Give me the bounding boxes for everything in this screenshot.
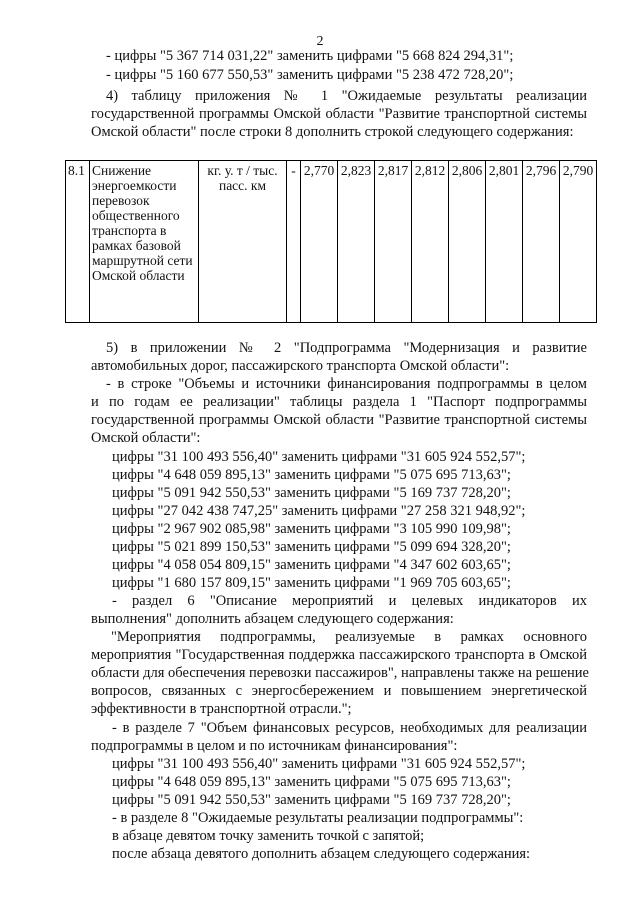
paragraph-5-line: государственной программы Омской области "Развитие транспортной системы <box>91 412 587 428</box>
figures-line: цифры "4 648 059 895,13" заменить цифрами "5 075 695 713,63"; <box>112 467 511 483</box>
figures-line: цифры "31 100 493 556,40" заменить цифрами "31 605 924 552,57"; <box>112 449 526 465</box>
quote-line: "Мероприятия подпрограммы, реализуемые в рамках основного <box>111 629 587 645</box>
section-6-line: выполнения" дополнить абзацем следующего содержания: <box>91 611 454 627</box>
figures-line: цифры "4 058 054 809,15" заменить цифрами "4 347 602 603,65"; <box>112 557 511 573</box>
paragraph-5-line: и по годам ее реализации" таблицы раздела 1 "Паспорт подпрограммы <box>91 394 587 410</box>
figures-line: цифры "27 042 438 747,25" заменить цифрами "27 258 321 948,92"; <box>112 503 526 519</box>
figures-line: цифры "2 967 902 085,98" заменить цифрами "3 105 990 109,98"; <box>112 521 511 537</box>
figures-line: цифры "5 091 942 550,53" заменить цифрами "5 169 737 728,20"; <box>112 485 511 501</box>
paragraph-5-line: - в строке "Объемы и источники финансирования подпрограммы в целом <box>106 376 587 392</box>
replace-line: - цифры "5 160 677 550,53" заменить цифрами "5 238 472 728,20"; <box>106 67 514 83</box>
indicator-table <box>65 160 597 323</box>
figures-line: цифры "5 091 942 550,53" заменить цифрами "5 169 737 728,20"; <box>112 792 511 808</box>
section-8-line: в абзаце девятом точку заменить точкой с запятой; <box>112 828 425 844</box>
paragraph-5-line: 5) в приложении № 2 "Подпрограмма "Модернизация и развитие <box>106 340 587 356</box>
figures-line: цифры "4 648 059 895,13" заменить цифрами "5 075 695 713,63"; <box>112 774 511 790</box>
figures-line: цифры "5 021 899 150,53" заменить цифрами "5 099 694 328,20"; <box>112 539 511 555</box>
paragraph-4-line: государственной программы Омской области "Развитие транспортной системы <box>91 106 587 122</box>
paragraph-4-line: 4) таблицу приложения № 1 "Ожидаемые результаты реализации <box>106 88 587 104</box>
section-7-line: - в разделе 7 "Объем финансовых ресурсов, необходимых для реализации <box>112 720 587 736</box>
value-cell: 2,790 <box>560 161 597 323</box>
row-number: 8.1 <box>66 161 90 323</box>
replace-line: - цифры "5 367 714 031,22" заменить цифрами "5 668 824 294,31"; <box>106 48 514 64</box>
value-cell: 2,812 <box>412 161 449 323</box>
quote-line: эффективности в транспортной отрасли."; <box>91 701 352 717</box>
section-8-line: - в разделе 8 "Ожидаемые результаты реализации подпрограммы": <box>112 810 524 826</box>
paragraph-5-line: автомобильных дорог, пассажирского транспорта Омской области": <box>91 358 510 374</box>
section-7-line: подпрограммы в целом и по источникам финансирования": <box>91 738 458 754</box>
value-cell: 2,823 <box>338 161 375 323</box>
value-cell: 2,817 <box>375 161 412 323</box>
quote-line: вопросов, связанных с энергосбережением и повышением энергетической <box>91 683 587 699</box>
unit-cell: кг. у. т / тыс. пасс. км <box>199 161 287 323</box>
table-row <box>66 161 597 323</box>
page-number: 2 <box>316 34 324 49</box>
value-cell: 2,801 <box>486 161 523 323</box>
value-cell: - <box>287 161 301 323</box>
paragraph-4-line: Омской области" после строки 8 дополнить строкой следующего содержания: <box>91 124 574 140</box>
value-cell: 2,770 <box>301 161 338 323</box>
figures-line: цифры "31 100 493 556,40" заменить цифрами "31 605 924 552,57"; <box>112 756 526 772</box>
indicator-name: Снижение энергоемкости перевозок общественного транспорта в рамках базовой маршрутной сети Омской области <box>90 161 199 323</box>
quote-line: мероприятия "Государственная поддержка пассажирского транспорта в Омской <box>91 647 587 663</box>
value-cell: 2,796 <box>523 161 560 323</box>
section-6-line: - раздел 6 "Описание мероприятий и целевых индикаторов их <box>112 593 587 609</box>
section-8-line: после абзаца девятого дополнить абзацем следующего содержания: <box>112 846 531 862</box>
paragraph-5-line: Омской области": <box>91 430 201 446</box>
value-cell: 2,806 <box>449 161 486 323</box>
quote-line: области для обеспечения перевозки пассажиров", направлены также на решение <box>91 665 589 681</box>
figures-line: цифры "1 680 157 809,15" заменить цифрами "1 969 705 603,65"; <box>112 575 511 591</box>
